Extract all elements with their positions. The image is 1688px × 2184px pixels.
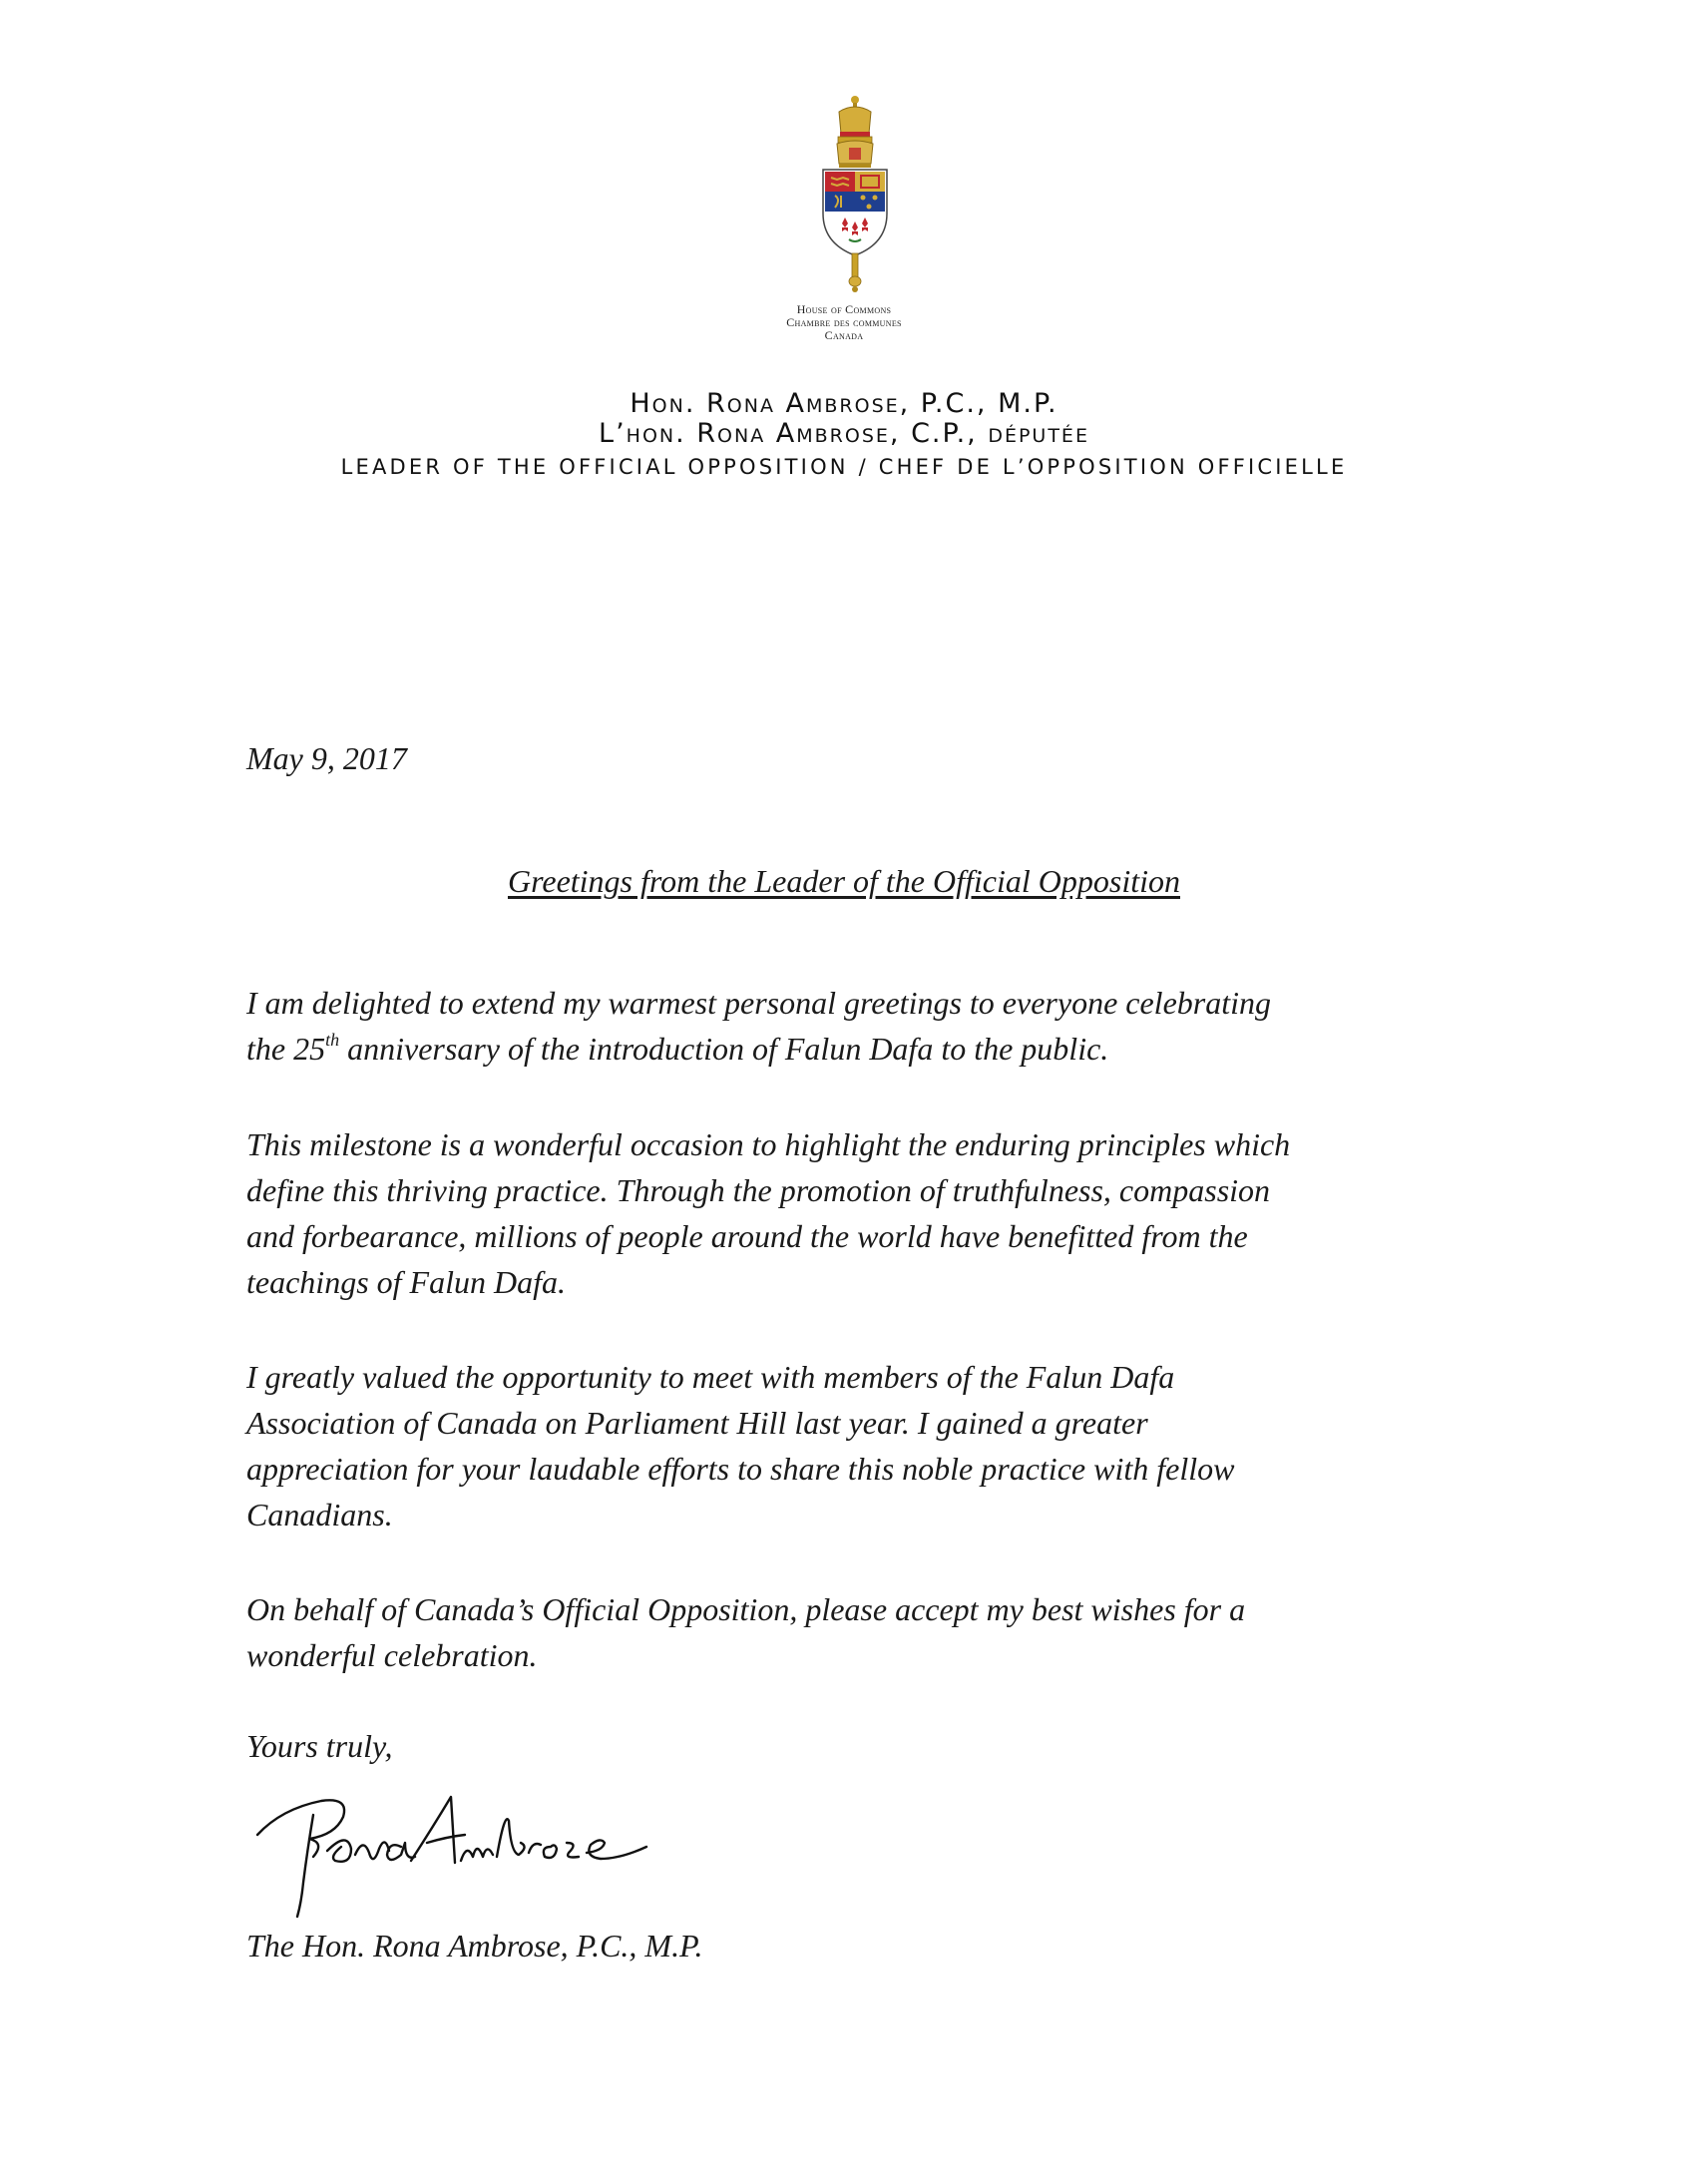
letterhead-title: LEADER OF THE OFFICIAL OPPOSITION / CHEF DE L’OPPOSITION OFFICIELLE: [340, 455, 1348, 479]
paragraph-1-line: [246, 1026, 1474, 1072]
house-country: Canada: [824, 328, 864, 342]
house-name-english: House of Commons: [796, 302, 892, 316]
paragraph-3-line: Canadians.: [246, 1497, 393, 1532]
paragraph-3-line: appreciation for your laudable efforts to share this noble practice with fellow: [246, 1451, 1235, 1487]
letterhead: [0, 389, 1688, 481]
paragraph-1-text: anniversary of the introduction of Falun Dafa to the public.: [339, 1031, 1109, 1067]
ordinal-superscript: th: [325, 1030, 340, 1050]
paragraph-2-line: and forbearance, millions of people around the world have benefitted from the: [246, 1218, 1248, 1254]
handwritten-signature: [251, 1791, 690, 1921]
paragraph-2-line: define this thriving practice. Through the promotion of truthfulness, compassion: [246, 1172, 1271, 1208]
letterhead-french-name: L’hon. Rona Ambrose, C.P., députée: [599, 418, 1089, 449]
paragraph-1-line: I am delighted to extend my warmest personal greetings to everyone celebrating: [246, 985, 1271, 1021]
paragraph-4-line: On behalf of Canada’s Official Opposition, please accept my best wishes for a: [246, 1591, 1246, 1627]
paragraph-2: [246, 1121, 1474, 1305]
paragraph-3-line: Association of Canada on Parliament Hill last year. I gained a greater: [246, 1405, 1148, 1441]
house-name-french: Chambre des communes: [786, 315, 902, 329]
paragraph-3-line: I greatly valued the opportunity to meet with members of the Falun Dafa: [246, 1359, 1175, 1395]
house-of-commons-crest-icon: [809, 94, 901, 293]
letterhead-english-name: Hon. Rona Ambrose, P.C., M.P.: [630, 388, 1058, 419]
paragraph-3: [246, 1354, 1474, 1537]
paragraph-1-text: the 25: [246, 1031, 326, 1067]
paragraph-2-line: This milestone is a wonderful occasion to highlight the enduring principles which: [246, 1126, 1291, 1162]
signed-name: The Hon. Rona Ambrose, P.C., M.P.: [246, 1928, 703, 1964]
paragraph-2-line: teachings of Falun Dafa.: [246, 1264, 566, 1300]
letter-subject: Greetings from the Leader of the Official Opposition: [507, 863, 1180, 899]
house-of-commons-wordmark: [0, 303, 1688, 342]
paragraph-4-line: wonderful celebration.: [246, 1637, 538, 1673]
paragraph-4: [246, 1586, 1474, 1678]
letter-date: May 9, 2017: [246, 740, 407, 776]
closing: Yours truly,: [246, 1728, 393, 1764]
paragraph-1: [246, 980, 1474, 1072]
